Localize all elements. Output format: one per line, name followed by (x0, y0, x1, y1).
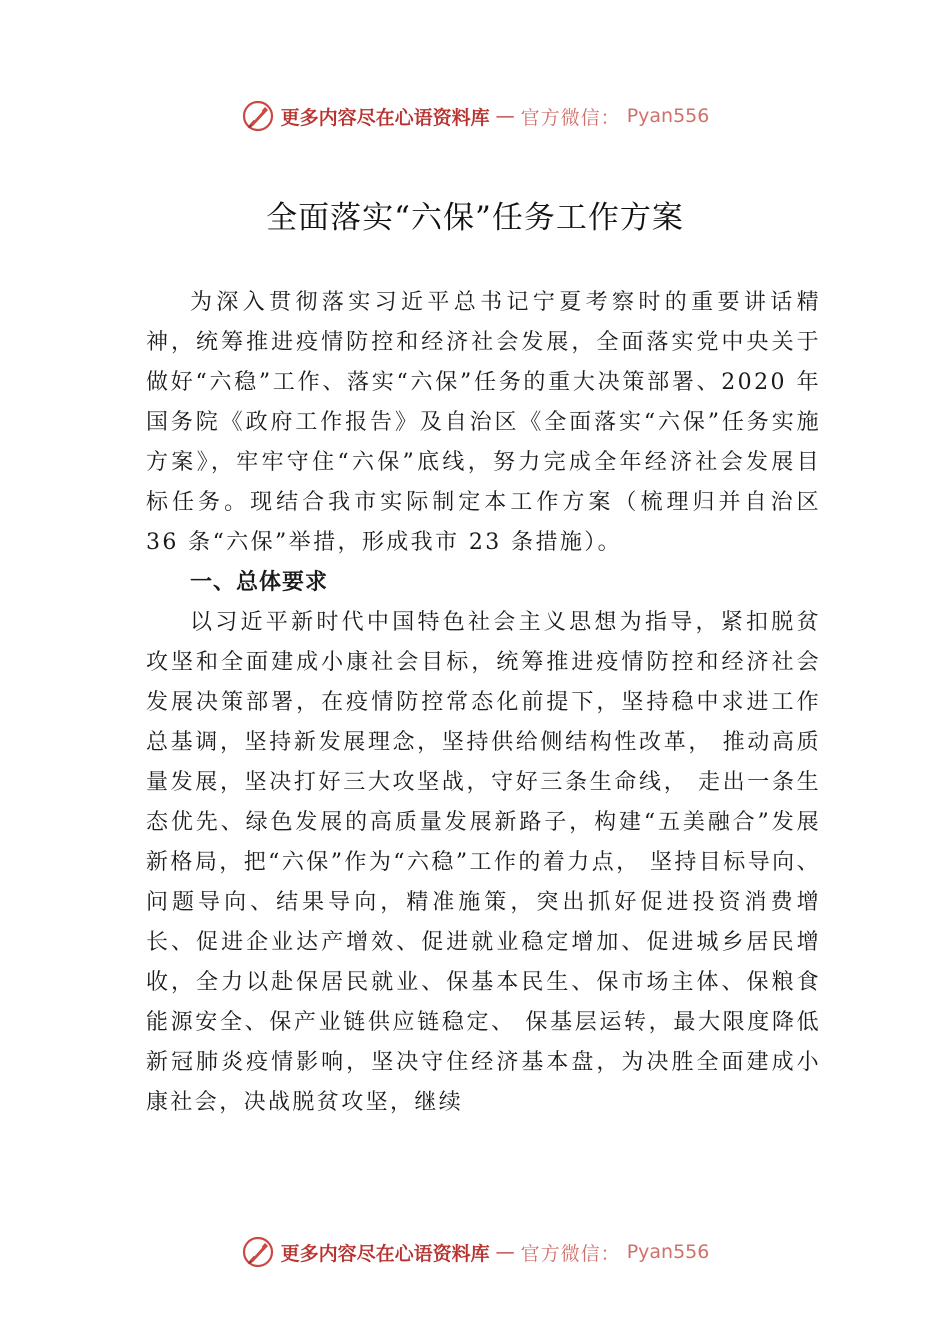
banner-brand-text: 更多内容尽在心语资料库 (280, 106, 490, 129)
quill-pen-icon (241, 1235, 275, 1269)
document-title: 全面落实“六保”任务工作方案 (266, 200, 684, 236)
quill-pen-icon (241, 99, 275, 133)
banner-dash: — (495, 1241, 515, 1263)
section-paragraph: 以习近平新时代中国特色社会主义思想为指导，紧扣脱贫攻坚和全面建成小康社会目标，统筹推进疫情防控和经济社会发展决策部署，在疫情防控常态化前提下，坚持稳中求进工作总基调，坚持新发展理念，坚持供给侧结构性改革， 推动高质量发展，坚决打好三大攻坚战，守好三条生命线， 走出一条生态优先、绿色发展的高质量发展新路子，构建“五美融合”发展新格局，把“六保”作为“六稳”工作的着力点， 坚持目标导向、问题导向、结果导向，精准施策，突出抓好促进投资消费增长、促进企业达产增效、促进就业稳定增加、促进城乡居民增收，全力以赴保居民就业、保基本民生、保市场主体、保粮食能源安全、保产业链供应链稳定、 保基层运转，最大限度降低新冠肺炎疫情影响，坚决守住经济基本盘，为决胜全面建成小康社会，决战脱贫攻坚，继续 (146, 610, 821, 1115)
banner-wechat-label: 官方微信： (520, 1242, 621, 1265)
intro-paragraph: 为深入贯彻落实习近平总书记宁夏考察时的重要讲话精神，统筹推进疫情防控和经济社会发展，全面落实党中央关于做好“六稳”工作、落实“六保”任务的重大决策部署、2020 年国务院《政府工作报告》及自治区《全面落实“六保”任务实施方案》，牢牢守住“六保”底线，努力完成全年经济社会发展目标任务。现结合我市实际制定本工作方案（梳理归并自治区 36 条“六保”举措，形成我市 23 条措施）。 (146, 290, 821, 555)
banner-dash: — (495, 105, 515, 127)
section-heading: 一、总体要求 (190, 570, 329, 595)
header-banner (0, 96, 950, 136)
document-body (146, 283, 821, 1123)
banner-wechat-label: 官方微信： (520, 106, 621, 129)
footer-banner (0, 1232, 950, 1272)
banner-wechat-handle: Pyan556 (626, 105, 710, 127)
banner-wechat-handle: Pyan556 (626, 1241, 710, 1263)
banner-brand-text: 更多内容尽在心语资料库 (280, 1242, 490, 1265)
